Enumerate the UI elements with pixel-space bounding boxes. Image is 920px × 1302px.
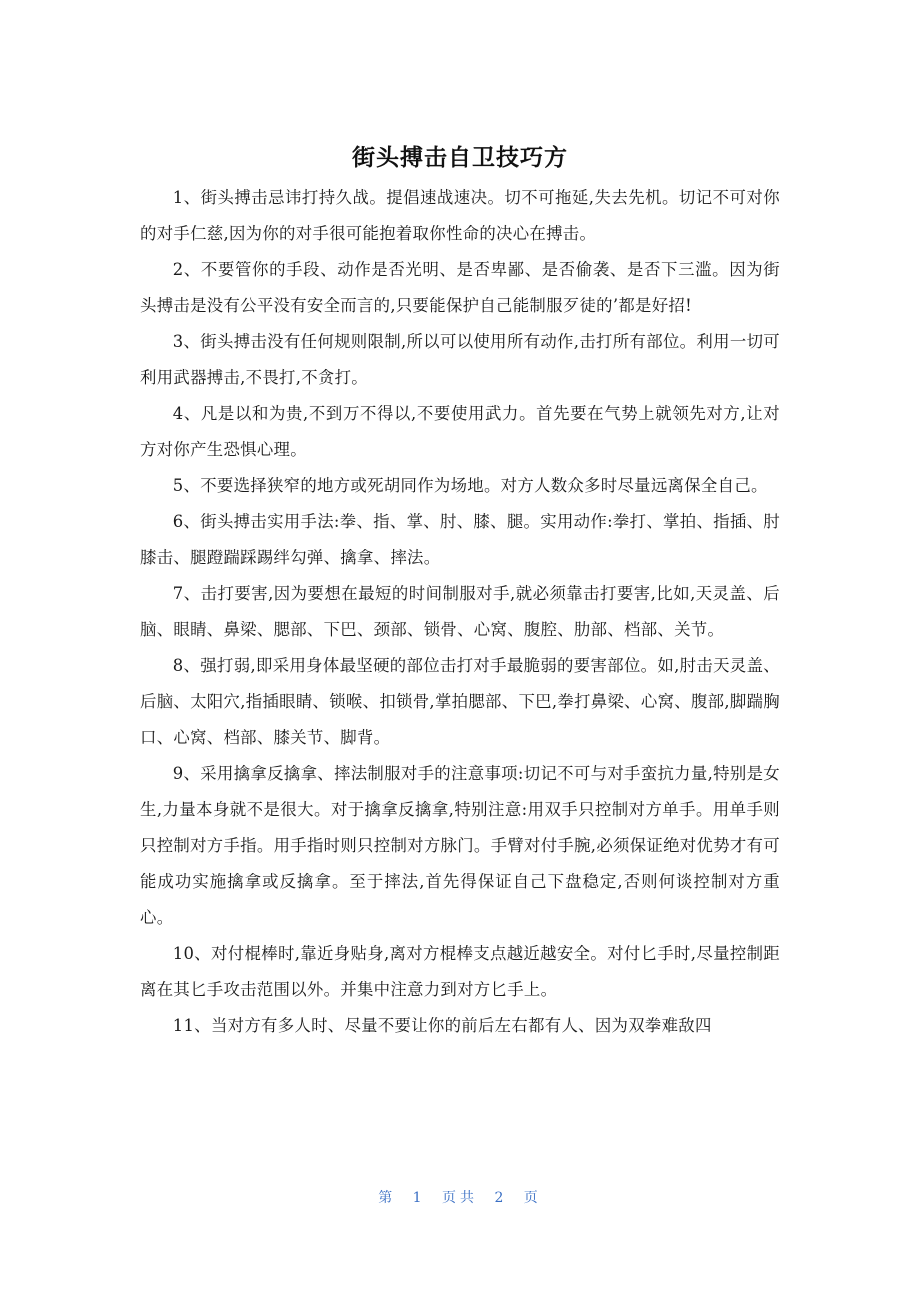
- paragraph-1: 1、街头搏击忌讳打持久战。提倡速战速决。切不可拖延,失去先机。切记不可对你的对手仁慈,因为你的对手很可能抱着取你性命的决心在搏击。: [140, 188, 780, 243]
- paragraph-4: 4、凡是以和为贵,不到万不得以,不要使用武力。首先要在气势上就领先对方,让对方对你产生恐惧心理。: [140, 404, 780, 459]
- document-title: 街头搏击自卫技巧方: [352, 145, 568, 171]
- document-page: [140, 138, 780, 1044]
- paragraph-2: 2、不要管你的手段、动作是否光明、是否卑鄙、是否偷袭、是否下三滥。因为街头搏击是没有公平没有安全而言的,只要能保护自己能制服歹徒的’都是好招!: [140, 260, 780, 315]
- paragraph-5: 5、不要选择狭窄的地方或死胡同作为场地。对方人数众多时尽量远离保全自己。: [172, 476, 768, 495]
- paragraph-7: 7、击打要害,因为要想在最短的时间制服对手,就必须靠击打要害,比如,天灵盖、后脑、眼睛、鼻梁、腮部、下巴、颈部、锁骨、心窝、腹腔、肋部、档部、关节。: [140, 584, 780, 639]
- paragraph-8: 8、强打弱,即采用身体最坚硬的部位击打对手最脆弱的要害部位。如,肘击天灵盖、后脑、太阳穴,指插眼睛、锁喉、扣锁骨,掌拍腮部、下巴,拳打鼻梁、心窝、腹部,脚踹胸口、心窝、档部、膝关节、脚背。: [140, 656, 780, 747]
- paragraph-11: 11、当对方有多人时、尽量不要让你的前后左右都有人、因为双拳难敌四: [172, 1016, 712, 1035]
- page-number-footer: 第 1 页共 2 页: [378, 1190, 542, 1206]
- paragraph-3: 3、街头搏击没有任何规则限制,所以可以使用所有动作,击打所有部位。利用一切可利用武器搏击,不畏打,不贪打。: [140, 332, 780, 387]
- paragraph-10: 10、对付棍棒时,靠近身贴身,离对方棍棒支点越近越安全。对付匕手时,尽量控制距离在其匕手攻击范围以外。并集中注意力到对方匕手上。: [140, 944, 780, 999]
- paragraph-6: 6、街头搏击实用手法:拳、指、掌、肘、膝、腿。实用动作:拳打、掌拍、指插、肘膝击、腿蹬踹踩踢绊勾弹、擒拿、摔法。: [140, 512, 780, 567]
- paragraph-9: 9、采用擒拿反擒拿、摔法制服对手的注意事项:切记不可与对手蛮抗力量,特别是女生,力量本身就不是很大。对于擒拿反擒拿,特别注意:用双手只控制对方单手。用单手则只控制对方手指。用手指时则只控制对方脉门。手臂对付手腕,必须保证绝对优势才有可能成功实施擒拿或反擒拿。至于摔法,首先得保证自己下盘稳定,否则何谈控制对方重心。: [140, 764, 780, 927]
